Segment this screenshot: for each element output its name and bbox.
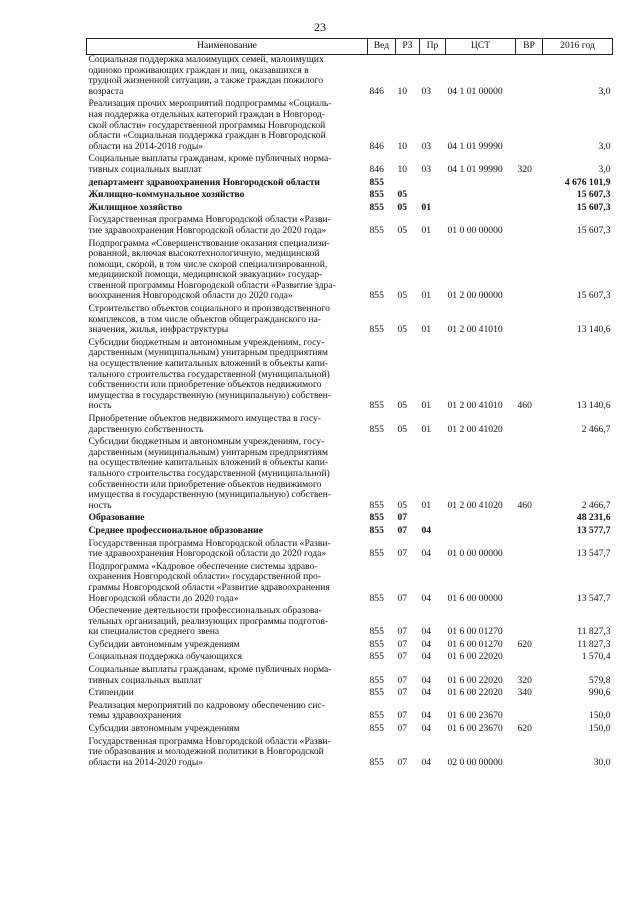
cell-sum: 150,0 (588, 710, 611, 722)
cell-rz: 07 (397, 626, 408, 638)
cell-cst: 01 6 00 22020 (447, 674, 503, 686)
cell-ved: 855 (369, 638, 384, 650)
cell-vr (516, 239, 543, 305)
cell-sum: 3,0 (598, 85, 611, 97)
table-row (87, 239, 613, 305)
cell-cst: 01 0 00 00000 (447, 548, 503, 560)
cell-name: Реализация мероприятий по кадровому обеспечению сис- темы здравоохранения (88, 699, 325, 722)
cell-vr (516, 215, 543, 238)
cell-name: Субсидии бюджетным и автономным учреждениям, госу- дарственным (муниципальным) унитарным предприятиям на осуществление капитальных вложений в объекты капи- тального строительства государственной (муниципальной) собственности или приобретение объектов недвижимого имущества в государственную (муниципальную) собствен- ность (88, 436, 332, 511)
cell-ved: 855 (369, 651, 384, 663)
cell-name: Подпрограмма «Кадровое обеспечение системы здраво- охранения Новгородской области» государственной про- граммы Новгородской области «Развитие здравоохранения Новгородской области до 2020 года» (88, 560, 330, 604)
table-row (87, 701, 613, 724)
table-row (87, 99, 613, 154)
cell-ved: 855 (369, 189, 384, 201)
cell-name: Жилищное хозяйство (88, 201, 183, 213)
cell-ved: 855 (369, 626, 384, 638)
cell-vr (516, 526, 543, 539)
cell-ved: 855 (369, 710, 384, 722)
cell-cst: 04 1 01 99990 (447, 140, 503, 152)
table-row (87, 437, 613, 513)
cell-cst (446, 190, 516, 203)
cell-pr: 04 (421, 674, 432, 686)
cell-ved: 855 (369, 176, 384, 188)
cell-sum: 13 577,7 (576, 524, 611, 536)
cell-rz: 07 (397, 512, 408, 524)
cell-cst: 01 6 00 23670 (447, 710, 503, 722)
table-row (87, 190, 613, 203)
cell-rz: 10 (397, 140, 408, 152)
cell-cst: 01 6 00 22020 (447, 651, 503, 663)
cell-cst (446, 513, 516, 526)
cell-rz: 07 (397, 674, 408, 686)
column-header-pr: Пр (420, 39, 446, 55)
cell-name: Государственная программа Новгородской области «Разви- тие здравоохранения Новгородской области до 2020 года» (88, 214, 331, 236)
cell-ved: 855 (369, 324, 384, 336)
cell-sum: 15 607,3 (576, 290, 611, 302)
cell-pr: 04 (421, 638, 432, 650)
cell-name: Стипендии (88, 687, 134, 699)
cell-rz: 07 (397, 651, 408, 663)
cell-cst: 01 2 00 41010 (447, 324, 503, 336)
cell-pr: 01 (421, 290, 432, 302)
cell-vr: 340 (517, 687, 532, 699)
cell-rz: 07 (397, 756, 408, 768)
cell-vr (516, 190, 543, 203)
cell-sum: 4 676 101,9 (564, 176, 611, 188)
cell-ved: 855 (369, 400, 384, 412)
cell-name: Социальные выплаты гражданам, кроме публичных норма- тивных социальных выплат (88, 153, 332, 175)
cell-rz: 05 (397, 423, 408, 435)
cell-name: Субсидии автономным учреждениям (88, 723, 240, 735)
cell-sum: 11 827,3 (577, 638, 611, 650)
cell-sum: 3,0 (598, 140, 611, 152)
cell-vr: 620 (517, 638, 532, 650)
cell-cst: 04 1 01 99990 (447, 163, 503, 175)
cell-sum: 11 827,3 (577, 626, 611, 638)
cell-ved: 855 (369, 512, 384, 524)
cell-sum: 13 547,7 (576, 548, 611, 560)
cell-pr (420, 190, 446, 203)
cell-cst: 04 1 01 00000 (447, 85, 503, 97)
cell-ved: 846 (369, 163, 384, 175)
table-header (87, 39, 613, 55)
cell-vr (516, 539, 543, 562)
cell-ved: 846 (369, 140, 384, 152)
table-row (87, 55, 613, 100)
cell-cst: 01 2 00 41020 (447, 423, 503, 435)
cell-sum: 15 607,3 (576, 224, 611, 236)
cell-ved: 855 (369, 499, 384, 511)
column-header-cst: ЦСТ (446, 39, 516, 55)
cell-pr: 04 (421, 524, 432, 536)
cell-cst (446, 178, 516, 191)
cell-cst: 01 6 00 01270 (447, 626, 503, 638)
cell-ved: 855 (369, 687, 384, 699)
cell-name: Подпрограмма «Совершенствование оказания специализи- рованной, включая высокотехнологичную, медицинской помощи, скорой, в том числе скорой специализированной, медицинской помощи, медицинской эвакуации» государ- ственной программы Новгородской области «Развитие здра- воохранения Новгородской области до 2020 года» (88, 237, 336, 302)
cell-cst (446, 203, 516, 216)
cell-rz: 05 (397, 224, 408, 236)
cell-name: Субсидии бюджетным и автономным учреждениям, госу- дарственным (муниципальным) унитарным предприятиям на осуществление капитальных вложений в объекты капи- тального строительства государственной (муниципальной) собственности или приобретение объектов недвижимого имущества в государственную (муниципальную) собствен- ность (88, 336, 332, 412)
table-row (87, 539, 613, 562)
cell-name: Субсидии автономным учреждениям (88, 638, 240, 650)
cell-sum: 3,0 (598, 163, 611, 175)
cell-vr (516, 737, 543, 771)
cell-ved: 855 (369, 592, 384, 604)
cell-cst: 01 0 00 00000 (447, 224, 503, 236)
budget-table (86, 38, 613, 770)
cell-cst: 01 2 00 00000 (447, 290, 503, 302)
cell-cst: 01 2 00 41010 (447, 400, 503, 412)
cell-pr: 01 (421, 400, 432, 412)
cell-cst: 02 0 00 00000 (447, 756, 503, 768)
table-row (87, 606, 613, 640)
cell-rz: 05 (397, 201, 408, 213)
cell-pr: 01 (421, 224, 432, 236)
cell-ved: 855 (369, 290, 384, 302)
cell-rz: 05 (397, 324, 408, 336)
cell-pr: 04 (421, 626, 432, 638)
cell-ved: 855 (369, 548, 384, 560)
cell-ved: 855 (369, 423, 384, 435)
cell-pr: 04 (421, 723, 432, 735)
table-row (87, 154, 613, 177)
cell-name: Приобретение объектов недвижимого имущества в госу- дарственную собственность (88, 413, 321, 435)
table-row (87, 414, 613, 437)
cell-sum: 48 231,6 (576, 512, 611, 524)
cell-rz: 10 (397, 85, 408, 97)
table-row (87, 737, 613, 771)
cell-ved: 855 (369, 224, 384, 236)
cell-sum: 15 607,3 (576, 201, 611, 213)
cell-pr: 04 (421, 548, 432, 560)
cell-name: Социальная поддержка малоимущих семей, малоимущих одиноко проживающих граждан и лиц, оказавшихся в трудной жизненной ситуации, а также граждан пожилого возраста (88, 54, 324, 97)
cell-sum: 13 140,6 (576, 324, 611, 336)
column-header-name: Наименование (87, 39, 368, 55)
cell-sum: 579,8 (588, 674, 611, 686)
cell-vr: 460 (517, 499, 532, 511)
column-header-vr: ВР (516, 39, 543, 55)
cell-pr: 04 (421, 592, 432, 604)
cell-rz: 05 (397, 499, 408, 511)
cell-ved: 855 (369, 674, 384, 686)
cell-sum: 150,0 (588, 723, 611, 735)
cell-pr: 03 (421, 140, 432, 152)
cell-vr (516, 701, 543, 724)
cell-name: департамент здравоохранения Новгородской области (88, 176, 320, 188)
cell-name: Государственная программа Новгородской области «Разви- тие здравоохранения Новгородской области до 2020 года» (88, 537, 331, 560)
cell-vr (516, 178, 543, 191)
cell-vr: 620 (517, 723, 532, 735)
cell-cst: 01 6 00 01270 (447, 638, 503, 650)
table-row (87, 215, 613, 238)
cell-sum: 1 570,4 (581, 651, 611, 663)
cell-vr (516, 414, 543, 437)
cell-rz: 07 (397, 548, 408, 560)
cell-name: Социальная поддержка обучающихся (88, 651, 243, 663)
cell-cst: 01 2 00 41020 (447, 499, 503, 511)
cell-pr: 04 (421, 687, 432, 699)
cell-vr (516, 606, 543, 640)
cell-name: Жилищно-коммунальное хозяйство (88, 189, 245, 201)
cell-rz: 07 (397, 638, 408, 650)
cell-pr: 03 (421, 163, 432, 175)
cell-rz: 07 (397, 687, 408, 699)
page-number: 23 (314, 20, 326, 34)
cell-pr: 04 (421, 710, 432, 722)
column-header-rz: РЗ (396, 39, 420, 55)
cell-name: Обеспечение деятельности профессиональных образова- тельных организаций, реализующих программы подготов- ки специалистов среднего звена (88, 605, 329, 638)
cell-name: Реализация прочих мероприятий подпрограммы «Социаль- ная поддержка отдельных категорий граждан в Новгород- ской области» государственной программы Новгородской области «Социальная поддержка граждан в Новгородской области на 2014-2018 годы» (88, 98, 332, 152)
cell-name: Государственная программа Новгородской области «Разви- тие образования и молодежной политики в Новгородской области на 2014-2020 годы» (88, 735, 331, 768)
cell-rz: 05 (397, 290, 408, 302)
cell-sum: 2 466,7 (581, 423, 611, 435)
cell-pr: 01 (421, 324, 432, 336)
cell-vr (516, 562, 543, 606)
cell-sum: 15 607,3 (576, 189, 611, 201)
table-row (87, 562, 613, 606)
cell-ved: 846 (369, 85, 384, 97)
column-header-year: 2016 год (543, 39, 613, 55)
table-row (87, 724, 613, 737)
cell-vr (516, 203, 543, 216)
cell-ved: 855 (369, 756, 384, 768)
cell-cst: 01 6 00 22020 (447, 687, 503, 699)
table-row (87, 304, 613, 338)
cell-pr (420, 178, 446, 191)
cell-rz: 05 (397, 400, 408, 412)
cell-rz: 05 (397, 189, 408, 201)
cell-sum: 13 547,7 (576, 592, 611, 604)
cell-pr: 04 (421, 651, 432, 663)
cell-rz: 07 (397, 723, 408, 735)
cell-vr (516, 99, 543, 154)
cell-cst (446, 526, 516, 539)
cell-ved: 855 (369, 201, 384, 213)
cell-name: Образование (88, 512, 145, 524)
cell-sum: 990,6 (588, 687, 611, 699)
table-row (87, 665, 613, 688)
cell-sum: 30,0 (593, 756, 611, 768)
cell-sum: 2 466,7 (581, 499, 611, 511)
cell-sum: 13 140,6 (576, 400, 611, 412)
table-row (87, 338, 613, 414)
cell-vr: 320 (517, 163, 532, 175)
column-header-ved: Вед (368, 39, 396, 55)
cell-vr: 320 (517, 674, 532, 686)
cell-vr (516, 513, 543, 526)
cell-vr: 460 (517, 400, 532, 412)
cell-vr (516, 55, 543, 100)
cell-name: Социальные выплаты гражданам, кроме публичных норма- тивных социальных выплат (88, 664, 332, 686)
cell-pr: 04 (421, 756, 432, 768)
cell-vr (516, 652, 543, 665)
cell-name: Среднее профессиональное образование (88, 524, 263, 536)
cell-rz: 10 (397, 163, 408, 175)
table-row (87, 688, 613, 701)
cell-ved: 855 (369, 524, 384, 536)
table-row (87, 526, 613, 539)
cell-ved: 855 (369, 723, 384, 735)
cell-name: Строительство объектов социального и производственного комплексов, в том числе объектов общегражданского на- значения, жилья, инфраструктуры (88, 303, 330, 336)
cell-rz: 07 (397, 592, 408, 604)
cell-pr: 01 (421, 201, 432, 213)
table-body (87, 55, 613, 771)
cell-cst: 01 6 00 00000 (447, 592, 503, 604)
cell-rz: 07 (397, 710, 408, 722)
cell-rz: 07 (397, 524, 408, 536)
cell-cst: 01 6 00 23670 (447, 723, 503, 735)
cell-pr: 01 (421, 423, 432, 435)
cell-vr (516, 304, 543, 338)
cell-pr: 03 (421, 85, 432, 97)
cell-pr: 01 (421, 499, 432, 511)
